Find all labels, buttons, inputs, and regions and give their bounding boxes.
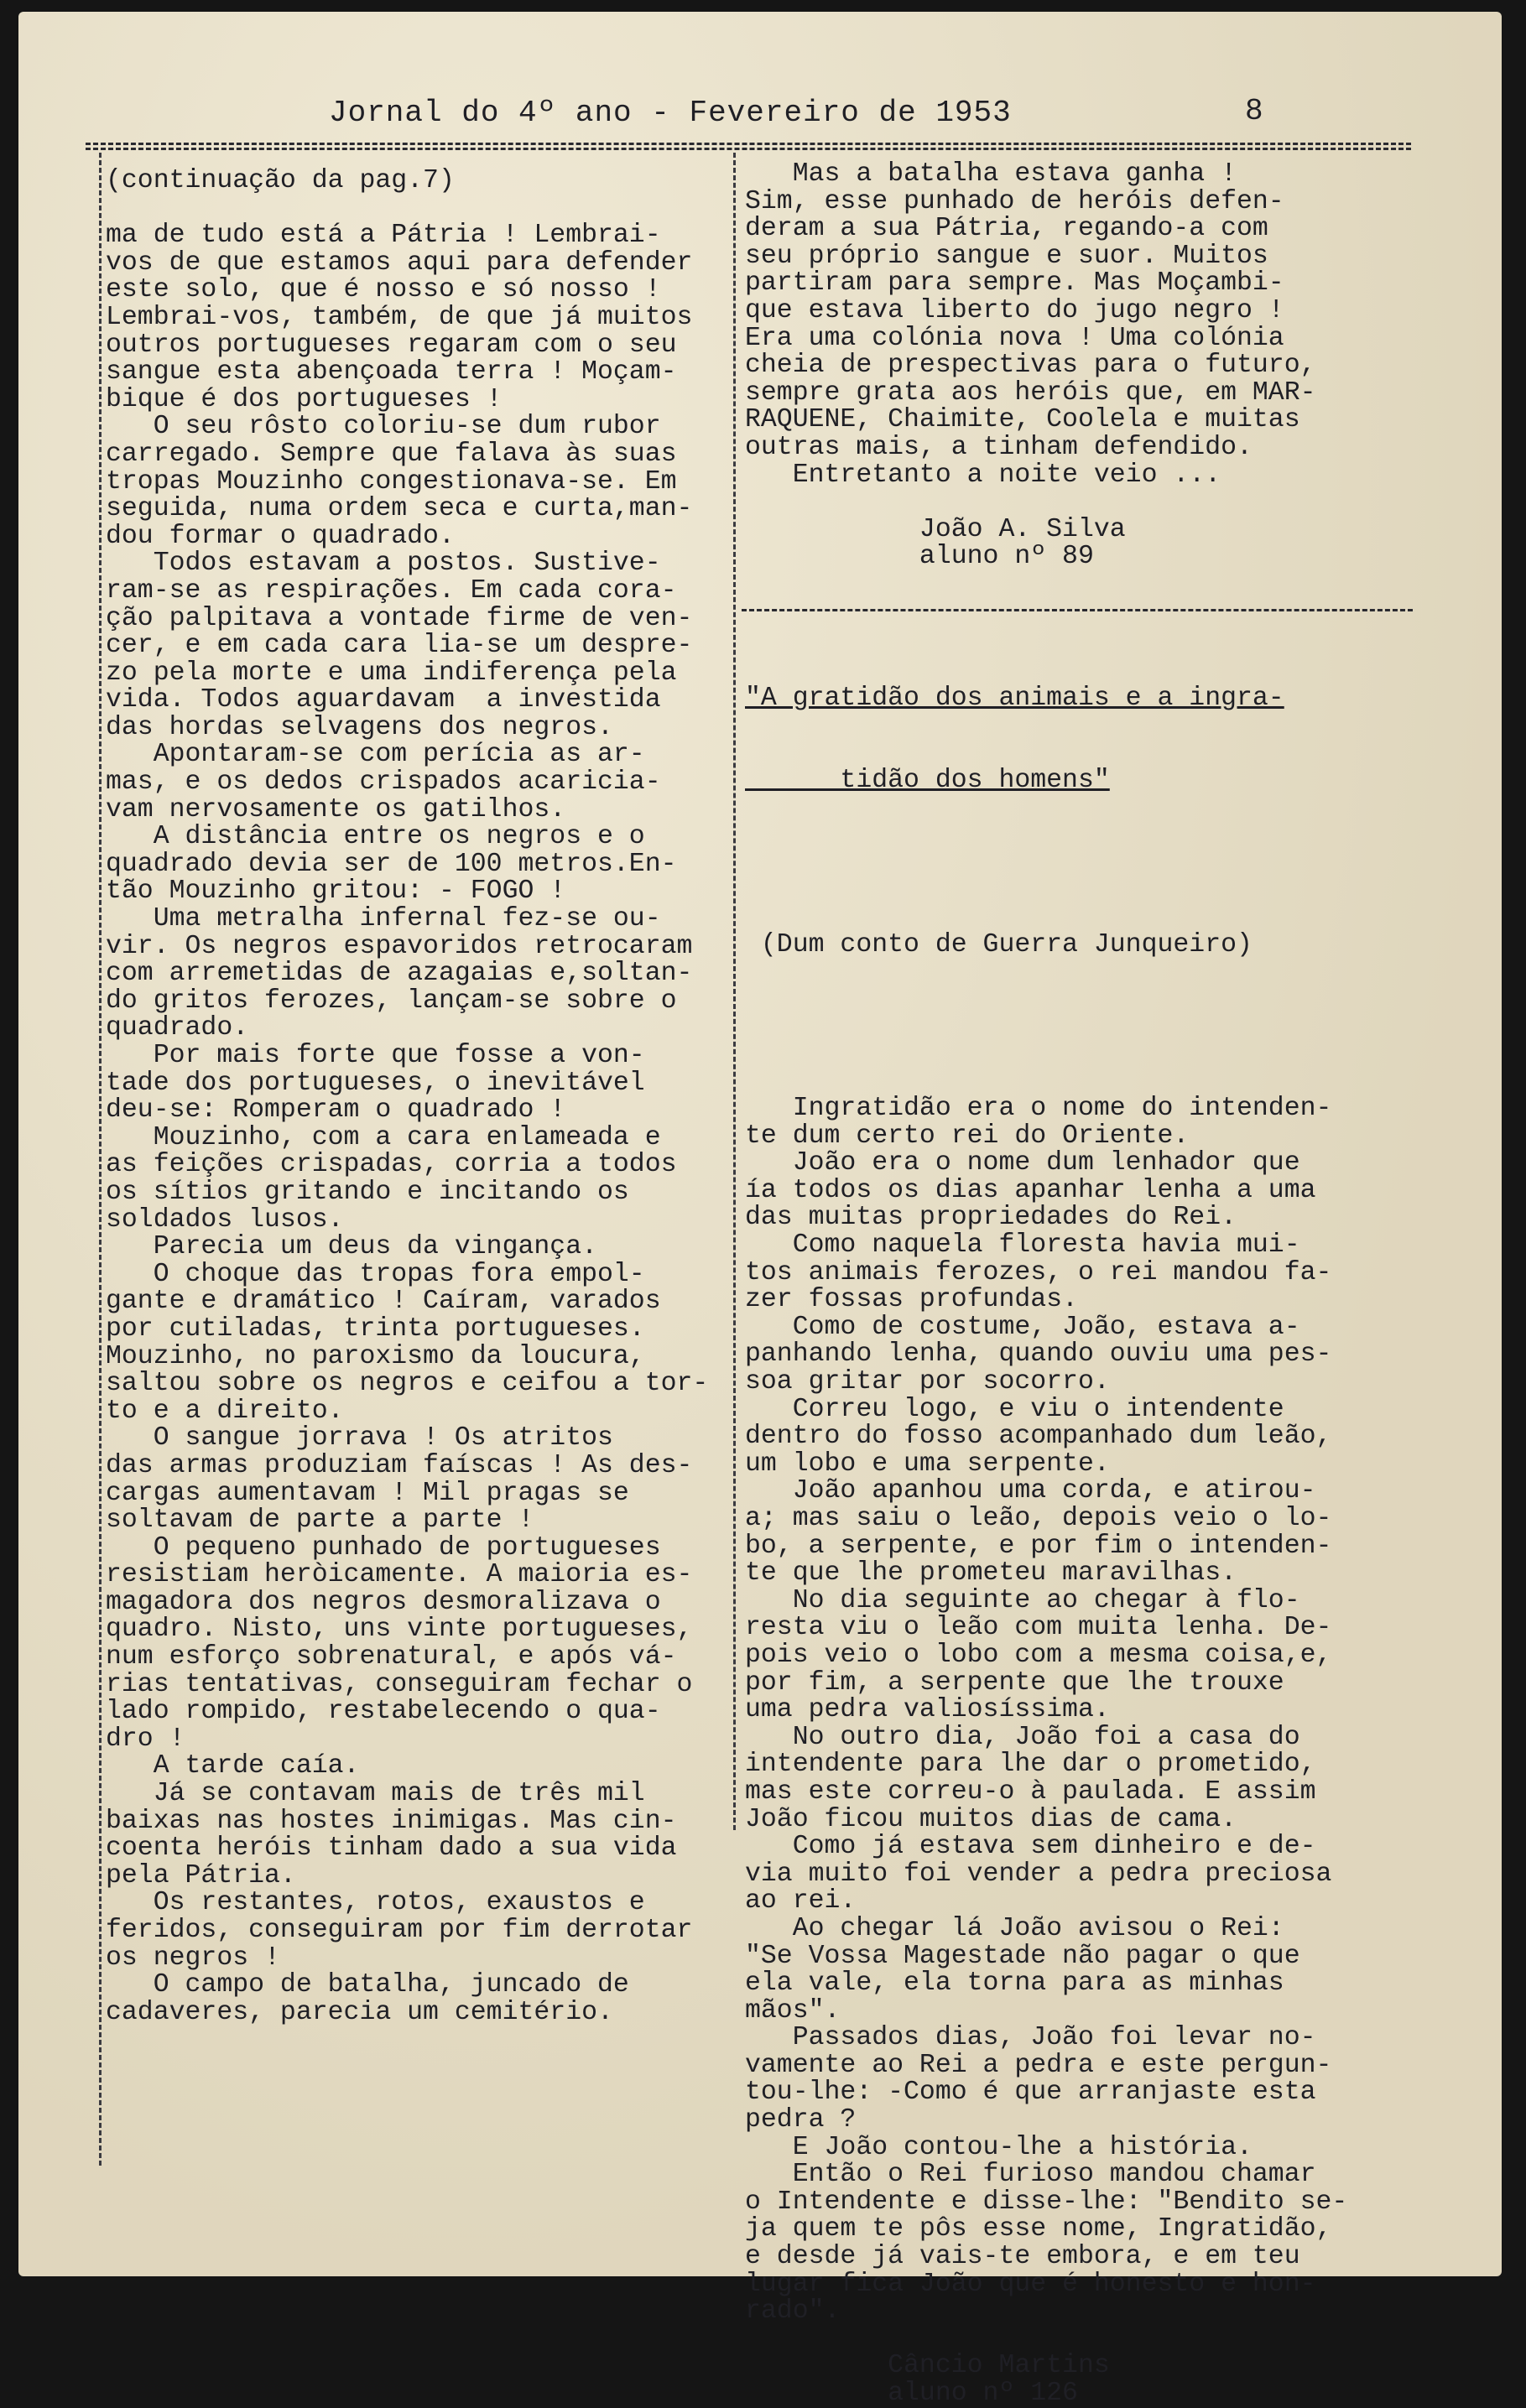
batalha-text-line: Todos estavam a postos. Sustive- [106, 549, 661, 579]
batalha-text-line: O seu rôsto coloriu-se dum rubor [106, 412, 661, 442]
batalha-text-line: tade dos portugueses, o inevitável [106, 1068, 645, 1098]
batalha-text-line: saltou sobre os negros e ceifou a tor- [106, 1369, 709, 1399]
batalha-text-line: Lembrai-vos, também, de que já muitos [106, 302, 693, 332]
batalha-text-line: baixas nas hostes inimigas. Mas cin- [106, 1806, 677, 1836]
gratidao-text-line: João era o nome dum lenhador que [745, 1148, 1300, 1178]
gratidao-text-line: No outro dia, João foi a casa do [745, 1722, 1300, 1752]
batalha-text-line: A distância entre os negros e o [106, 822, 645, 852]
gratidao-text-line: João ficou muitos dias de cama. [745, 1804, 1237, 1834]
gratidao-text-line: João apanhou uma corda, e atirou- [745, 1476, 1316, 1506]
batalha-end-text-line: João A. Silva [745, 514, 1126, 544]
batalha-text-line: O campo de batalha, juncado de [106, 1970, 629, 2000]
journal-title: Jornal do 4º ano - Fevereiro de 1953 [329, 96, 1012, 130]
gratidao-text-line: No dia seguinte ao chegar à flo- [745, 1585, 1300, 1615]
gratidao-text-line [745, 2326, 1347, 2353]
gratidao-text-line: via muito foi vender a pedra preciosa [745, 1859, 1332, 1889]
gratidao-text-line: por fim, a serpente que lhe trouxe [745, 1667, 1284, 1698]
batalha-text-line: quadrado. [106, 1013, 249, 1043]
batalha-text-line: ram-se as respirações. Em cada cora- [106, 575, 677, 606]
gratidao-text-line: intendente para lhe dar o prometido, [745, 1750, 1316, 1780]
batalha-text-line: cadaveres, parecia um cemitério. [106, 1997, 613, 2027]
page-number: 8 [1245, 94, 1263, 128]
batalha-text-line: dro ! [106, 1724, 185, 1754]
left-margin-rule [99, 153, 102, 2166]
gratidao-text-line: tos animais ferozes, o rei mandou fa- [745, 1257, 1332, 1287]
batalha-text-line: vir. Os negros espavoridos retrocaram [106, 931, 693, 961]
gratidao-text-line: o Intendente e disse-lhe: "Bendito se- [745, 2187, 1348, 2217]
batalha-text-line: O choque das tropas fora empol- [106, 1259, 645, 1289]
batalha-end-text-line: Mas a batalha estava ganha ! [745, 159, 1237, 189]
gratidao-text-line: uma pedra valiosíssima. [745, 1695, 1110, 1725]
gratidao-text-line: te dum certo rei do Oriente. [745, 1121, 1190, 1151]
gratidao-text-line: vamente ao Rei a pedra e este pergun- [745, 2050, 1332, 2080]
batalha-text-line: pela Pátria. [106, 1860, 296, 1891]
batalha-text-line: coenta heróis tinham dado a sua vida [106, 1833, 677, 1864]
gratidao-text-line: mas este correu-o à paulada. E assim [745, 1776, 1316, 1807]
gratidao-text-line: ao rei. [745, 1886, 857, 1917]
batalha-end-text-line: cheia de prespectivas para o futuro, [745, 351, 1316, 381]
batalha-text-line: Por mais forte que fosse a von- [106, 1041, 645, 1070]
batalha-text-line: Mouzinho, com a cara enlameada e [106, 1122, 661, 1152]
batalha-text-line: zo pela morte e uma indiferença pela [106, 658, 677, 688]
gratidao-text-line: Como naquela floresta havia mui- [745, 1230, 1300, 1261]
batalha-text-line: resistiam heròicamente. A maioria es- [106, 1560, 693, 1590]
batalha-text-line: das armas produziam faíscas ! As des- [106, 1450, 693, 1480]
gratidao-text-line: ela vale, ela torna para as minhas [745, 1969, 1284, 1999]
batalha-text-line: soldados lusos. [106, 1204, 344, 1235]
journal-page [18, 12, 1502, 2408]
batalha-end-text-line: aluno nº 89 [745, 542, 1094, 572]
batalha-text-line: com arremetidas de azagaias e,soltan- [106, 959, 693, 989]
batalha-end-text-line: que estava liberto do jugo negro ! [745, 295, 1284, 325]
gratidao-text-line: resta viu o leão com muita lenha. De- [745, 1613, 1332, 1643]
batalha-text-line: sangue esta abençoada terra ! Moçam- [106, 357, 677, 387]
batalha-text-line: magadora dos negros desmoralizava o [106, 1587, 661, 1617]
gratidao-text-line: Ingratidão era o nome do intenden- [745, 1094, 1332, 1124]
batalha-text-line: Os restantes, rotos, exaustos e [106, 1888, 645, 1918]
batalha-end-text-line: deram a sua Pátria, regando-a com [745, 214, 1268, 244]
batalha-text-line: vos de que estamos aqui para defender [106, 247, 693, 278]
batalha-text-line: gante e dramático ! Caíram, varados [106, 1287, 661, 1317]
gratidao-text-line: Como já estava sem dinheiro e de- [745, 1832, 1316, 1862]
batalha-end-text-line: Era uma colónia nova ! Uma colónia [745, 323, 1284, 353]
batalha-text-line: dou formar o quadrado. [106, 521, 455, 551]
gratidao-text-line: e desde já vais-te embora, e em teu [745, 2242, 1300, 2272]
batalha-text-line: as feições crispadas, corria a todos [106, 1150, 677, 1180]
gratidao-text-line: aluno nº 126 [745, 2379, 1078, 2408]
gratidao-text-line: dentro do fosso acompanhado dum leão, [745, 1422, 1332, 1452]
batalha-text-line: cargas aumentavam ! Mil pragas se [106, 1478, 629, 1508]
batalha-text-line: outros portugueses regaram com o seu [106, 330, 677, 360]
batalha-text-line: O sangue jorrava ! Os atritos [106, 1423, 613, 1454]
batalha-text-line: lado rompido, restabelecendo o qua- [106, 1697, 661, 1727]
spacer [745, 1013, 1347, 1041]
article-subtitle: (Dum conto de Guerra Junqueiro) [745, 929, 1253, 960]
gratidao-text-line: Passados dias, João foi levar no- [745, 2023, 1316, 2053]
batalha-text-line: num esforço sobrenatural, e após vá- [106, 1642, 677, 1672]
gratidao-text-line: zer fossas profundas. [745, 1285, 1078, 1315]
batalha-text-line: O pequeno punhado de portugueses [106, 1532, 661, 1563]
gratidao-text-line: rado". [745, 2296, 841, 2327]
spacer [745, 850, 1347, 877]
batalha-text-line: (continuação da pag.7) [106, 166, 455, 195]
batalha-end-text-line: RAQUENE, Chaimite, Coolela e muitas [745, 405, 1300, 435]
batalha-text-line: A tarde caía. [106, 1751, 360, 1781]
batalha-text-line: do gritos ferozes, lançam-se sobre o [106, 986, 677, 1016]
gratidao-text-line: mãos". [745, 1995, 841, 2026]
batalha-text-line: deu-se: Romperam o quadrado ! [106, 1095, 566, 1126]
batalha-text-line [106, 195, 708, 223]
batalha-text-line: das hordas selvagens dos negros. [106, 712, 613, 742]
batalha-text-line: cer, e em cada cara lia-se um despre- [106, 631, 693, 661]
batalha-text-line: feridos, conseguiram por fim derrotar [106, 1916, 693, 1945]
article-body [745, 1094, 1348, 2408]
article-batalha-ending [745, 161, 1316, 571]
gratidao-text-line: "Se Vossa Magestade não pagar o que [745, 1941, 1300, 1971]
batalha-end-text-line: seu próprio sangue e suor. Muitos [745, 241, 1268, 271]
gratidao-text-line: ja quem te pôs esse nome, Ingratidão, [745, 2214, 1332, 2244]
batalha-text-line: rias tentativas, conseguiram fechar o [106, 1669, 693, 1699]
gratidao-text-line: Como de costume, João, estava a- [745, 1312, 1300, 1342]
batalha-text-line: Uma metralha infernal fez-se ou- [106, 904, 661, 934]
batalha-text-line: quadro. Nisto, uns vinte portugueses, [106, 1615, 693, 1645]
gratidao-text-line: das muitas propriedades do Rei. [745, 1203, 1237, 1233]
gratidao-text-line: te que lhe prometeu maravilhas. [745, 1558, 1237, 1589]
gratidao-text-line: bo, a serpente, e por fim o intenden- [745, 1531, 1332, 1561]
batalha-text-line: os negros ! [106, 1943, 280, 1973]
batalha-text-line: por cutiladas, trinta portugueses. [106, 1313, 645, 1344]
batalha-text-line: mas, e os dedos crispados acaricia- [106, 767, 661, 798]
batalha-text-line: to e a direito. [106, 1396, 344, 1426]
batalha-text-line: tropas Mouzinho congestionava-se. Em [106, 466, 677, 497]
article-title-line1: "A gratidão dos animais e a ingra- [745, 684, 1284, 714]
column-divider-rule [733, 153, 736, 1830]
batalha-text-line: vam nervosamente os gatilhos. [106, 794, 566, 824]
batalha-text-line: ma de tudo está a Pátria ! Lembrai- [106, 221, 661, 251]
batalha-text-line: ção palpitava a vontade firme de ven- [106, 603, 693, 633]
page-header [18, 96, 1502, 146]
batalha-text-line: este solo, que é nosso e só nosso ! [106, 275, 661, 305]
gratidao-text-line: ía todos os dias apanhar lenha a uma [745, 1175, 1316, 1205]
batalha-text-line: carregado. Sempre que falava às suas [106, 439, 677, 469]
header-separator-double [86, 148, 1411, 150]
gratidao-text-line: lugar fica João que é honesto e hon- [745, 2269, 1316, 2299]
batalha-text-line: soltavam de parte a parte ! [106, 1506, 534, 1536]
gratidao-text-line: panhando lenha, quando ouviu uma pes- [745, 1339, 1332, 1370]
article-gratidao [745, 631, 1348, 2408]
gratidao-text-line: a; mas saiu o leão, depois veio o lo- [745, 1504, 1332, 1533]
batalha-text-line: bique é dos portugueses ! [106, 384, 503, 414]
batalha-text-line: vida. Todos aguardavam a investida [106, 685, 661, 715]
batalha-end-text-line: partiram para sempre. Mas Moçambi- [745, 268, 1284, 299]
batalha-end-text-line: Sim, esse punhado de heróis defen- [745, 186, 1284, 216]
batalha-text-line: tão Mouzinho gritou: - FOGO ! [106, 876, 566, 907]
batalha-text-line: quadrado devia ser de 100 metros.En- [106, 849, 677, 879]
gratidao-text-line: tou-lhe: -Como é que arranjaste esta [745, 2078, 1316, 2108]
batalha-end-text-line: sempre grata aos heróis que, em MAR- [745, 377, 1316, 408]
article-title-line2: tidão dos homens" [745, 765, 1110, 795]
gratidao-text-line: um lobo e uma serpente. [745, 1448, 1110, 1479]
gratidao-text-line: Então o Rei furioso mandou chamar [745, 2160, 1316, 2190]
batalha-text-line: Apontaram-se com perícia as ar- [106, 740, 645, 770]
gratidao-text-line: E João contou-lhe a história. [745, 2132, 1253, 2162]
gratidao-text-line: pois veio o lobo com a mesma coisa,e, [745, 1640, 1332, 1670]
batalha-text-line: Já se contavam mais de três mil [106, 1779, 645, 1809]
batalha-text-line: Parecia um deus da vingança. [106, 1232, 597, 1262]
article-batalha-continuation [106, 168, 708, 2026]
batalha-end-text-line: outras mais, a tinham defendido. [745, 432, 1253, 462]
batalha-end-text-line: Entretanto a noite veio ... [745, 460, 1221, 490]
batalha-end-text-line [745, 489, 1316, 517]
gratidao-text-line: Ao chegar lá João avisou o Rei: [745, 1913, 1284, 1943]
batalha-text-line: Mouzinho, no paroxismo da loucura, [106, 1341, 645, 1371]
gratidao-text-line: Correu logo, e viu o intendente [745, 1394, 1284, 1424]
article-separator [742, 609, 1413, 611]
gratidao-text-line: Câncio Martins [745, 2351, 1110, 2381]
gratidao-text-line: pedra ? [745, 2105, 857, 2135]
batalha-text-line: seguida, numa ordem seca e curta,man- [106, 494, 693, 524]
header-separator [86, 143, 1411, 145]
gratidao-text-line: soa gritar por socorro. [745, 1367, 1110, 1397]
batalha-text-line: os sítios gritando e incitando os [106, 1177, 629, 1207]
